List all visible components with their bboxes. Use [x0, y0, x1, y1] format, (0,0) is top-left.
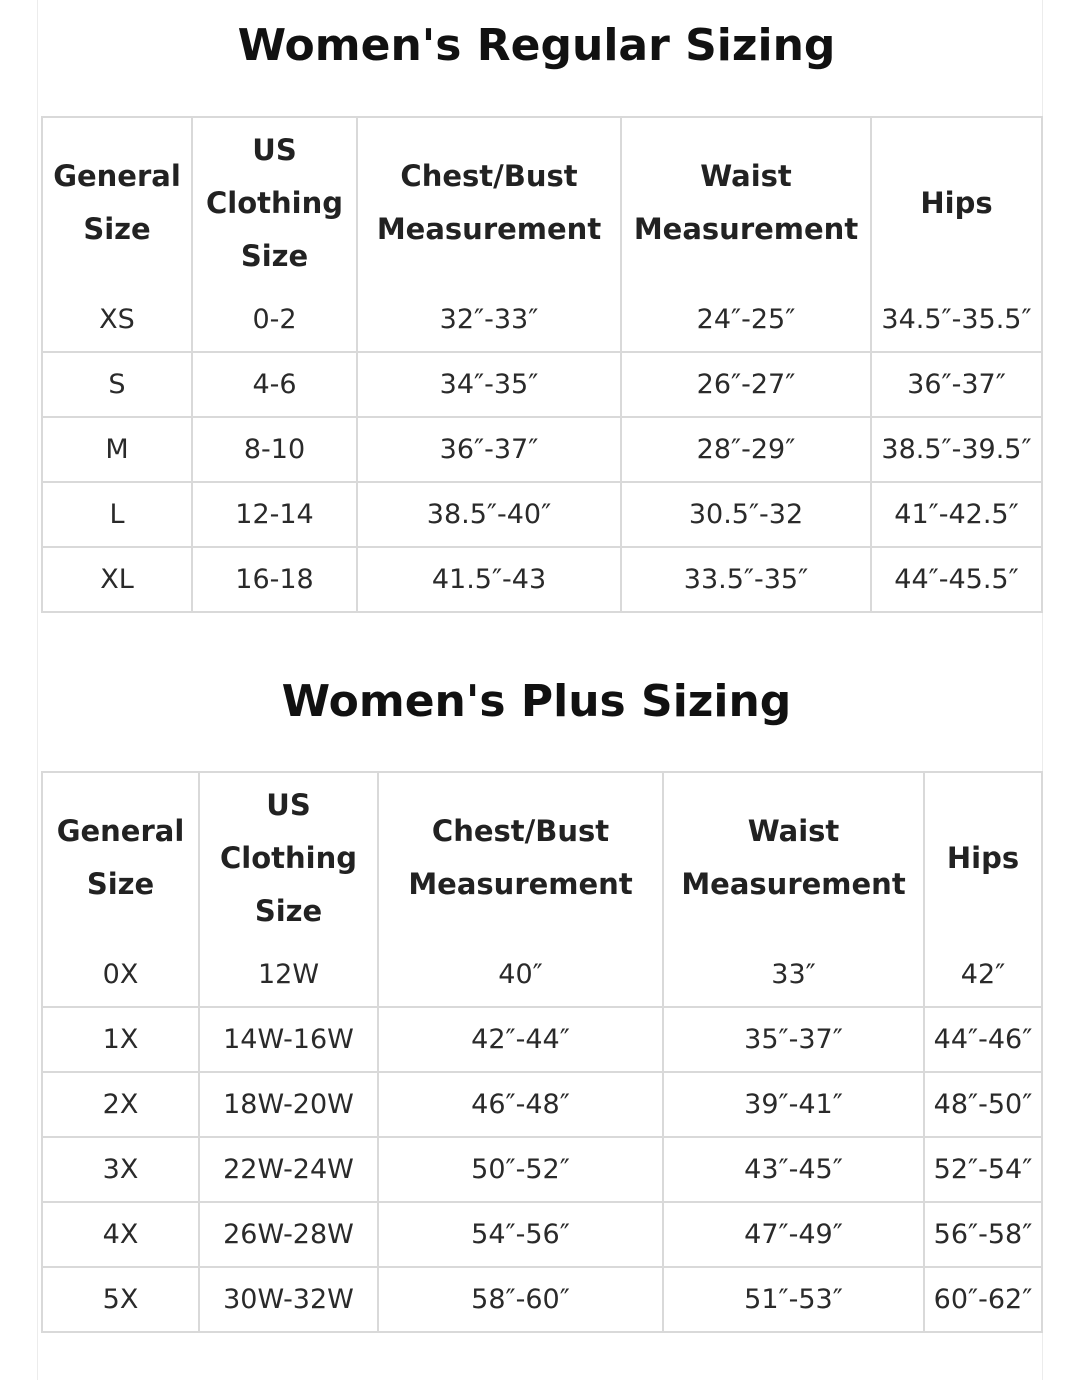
cell-us-size: 4-6: [192, 352, 357, 417]
plus-sizing-table: [41, 771, 1043, 1333]
cell-chest: 32″-33″: [357, 288, 621, 352]
cell-chest: 36″-37″: [357, 417, 621, 482]
header-hips: Hips: [924, 772, 1042, 943]
cell-waist: 28″-29″: [621, 417, 871, 482]
cell-general-size: 4X: [42, 1202, 199, 1267]
cell-chest: 40″: [378, 943, 663, 1007]
cell-hips: 36″-37″: [871, 352, 1042, 417]
header-chest-bust: Chest/Bust Measurement: [378, 772, 663, 943]
table-row: [42, 288, 1042, 352]
header-hips: Hips: [871, 117, 1042, 288]
table-row: [42, 1072, 1042, 1137]
cell-us-size: 0-2: [192, 288, 357, 352]
cell-general-size: 2X: [42, 1072, 199, 1137]
table-row: [42, 1137, 1042, 1202]
cell-chest: 46″-48″: [378, 1072, 663, 1137]
header-us-clothing-size: US Clothing Size: [192, 117, 357, 288]
cell-chest: 54″-56″: [378, 1202, 663, 1267]
cell-hips: 44″-46″: [924, 1007, 1042, 1072]
cell-us-size: 22W-24W: [199, 1137, 378, 1202]
table-header-row: [42, 117, 1042, 288]
plus-sizing-title: Women's Plus Sizing: [281, 676, 792, 727]
cell-us-size: 14W-16W: [199, 1007, 378, 1072]
cell-us-size: 18W-20W: [199, 1072, 378, 1137]
table-row: [42, 1267, 1042, 1332]
cell-us-size: 12W: [199, 943, 378, 1007]
cell-hips: 60″-62″: [924, 1267, 1042, 1332]
header-general-size: General Size: [42, 772, 199, 943]
cell-hips: 34.5″-35.5″: [871, 288, 1042, 352]
table-row: [42, 943, 1042, 1007]
header-waist: Waist Measurement: [663, 772, 924, 943]
regular-sizing-table: [41, 116, 1043, 613]
cell-waist: 26″-27″: [621, 352, 871, 417]
table-row: [42, 482, 1042, 547]
cell-hips: 41″-42.5″: [871, 482, 1042, 547]
cell-chest: 38.5″-40″: [357, 482, 621, 547]
cell-general-size: 1X: [42, 1007, 199, 1072]
cell-hips: 52″-54″: [924, 1137, 1042, 1202]
cell-general-size: 5X: [42, 1267, 199, 1332]
cell-general-size: XL: [42, 547, 192, 612]
table-row: [42, 547, 1042, 612]
cell-waist: 47″-49″: [663, 1202, 924, 1267]
header-us-clothing-size: US Clothing Size: [199, 772, 378, 943]
cell-general-size: XS: [42, 288, 192, 352]
cell-waist: 30.5″-32: [621, 482, 871, 547]
cell-us-size: 16-18: [192, 547, 357, 612]
cell-general-size: L: [42, 482, 192, 547]
cell-general-size: S: [42, 352, 192, 417]
cell-waist: 33.5″-35″: [621, 547, 871, 612]
cell-chest: 50″-52″: [378, 1137, 663, 1202]
cell-us-size: 8-10: [192, 417, 357, 482]
cell-hips: 42″: [924, 943, 1042, 1007]
cell-hips: 48″-50″: [924, 1072, 1042, 1137]
table-row: [42, 1202, 1042, 1267]
cell-general-size: M: [42, 417, 192, 482]
table-row: [42, 417, 1042, 482]
cell-hips: 56″-58″: [924, 1202, 1042, 1267]
cell-waist: 33″: [663, 943, 924, 1007]
table-header-row: [42, 772, 1042, 943]
regular-sizing-title: Women's Regular Sizing: [237, 20, 836, 71]
cell-hips: 38.5″-39.5″: [871, 417, 1042, 482]
cell-general-size: 0X: [42, 943, 199, 1007]
cell-hips: 44″-45.5″: [871, 547, 1042, 612]
header-waist: Waist Measurement: [621, 117, 871, 288]
header-general-size: General Size: [42, 117, 192, 288]
cell-chest: 41.5″-43: [357, 547, 621, 612]
header-chest-bust: Chest/Bust Measurement: [357, 117, 621, 288]
cell-us-size: 30W-32W: [199, 1267, 378, 1332]
cell-chest: 42″-44″: [378, 1007, 663, 1072]
cell-waist: 39″-41″: [663, 1072, 924, 1137]
table-row: [42, 1007, 1042, 1072]
cell-chest: 58″-60″: [378, 1267, 663, 1332]
table-row: [42, 352, 1042, 417]
cell-us-size: 12-14: [192, 482, 357, 547]
cell-general-size: 3X: [42, 1137, 199, 1202]
cell-waist: 51″-53″: [663, 1267, 924, 1332]
cell-waist: 43″-45″: [663, 1137, 924, 1202]
cell-us-size: 26W-28W: [199, 1202, 378, 1267]
cell-waist: 24″-25″: [621, 288, 871, 352]
cell-waist: 35″-37″: [663, 1007, 924, 1072]
cell-chest: 34″-35″: [357, 352, 621, 417]
